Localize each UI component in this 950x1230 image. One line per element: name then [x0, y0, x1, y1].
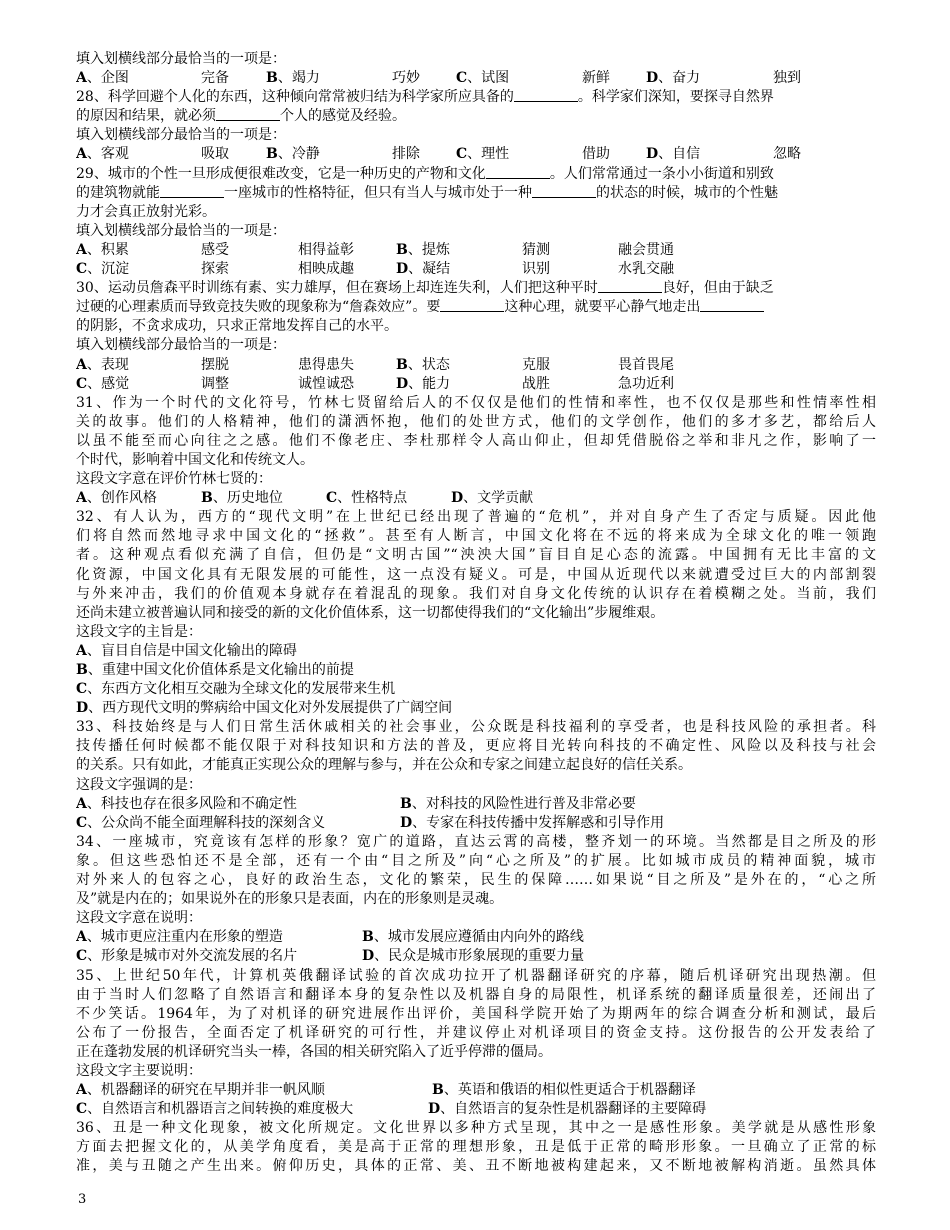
answer-blank	[700, 298, 764, 312]
stem-text: 良好，但由于缺乏	[661, 280, 774, 297]
option-letter: B	[396, 241, 408, 258]
option-line: C、东西方文化相互交融为全球文化的发展带来生机	[76, 681, 396, 698]
option-letter: B	[362, 929, 374, 946]
options-row: A、表现 摆脱 患得患失 B、状态 克服 畏首畏尾	[76, 356, 876, 375]
question-stem: 技传播任何时候都不能仅限于对科技知识和方法的普及，更应将目光转向科技的不确定性、风险以及科技与社会	[76, 738, 876, 755]
answer-blank	[532, 184, 596, 198]
option-text: 自然语言的复杂性是机器翻译的主要障碍	[454, 1101, 707, 1118]
option-letter: B	[76, 662, 88, 678]
option-letter: A	[76, 642, 87, 659]
question-prompt: 填入划横线部分最恰当的一项是：	[76, 51, 286, 67]
question-stem: 公布了一份报告，全面否定了机译研究的可行性，并建议停止对机译项目的资金支持。这份报告的公开发表给了	[76, 1024, 876, 1041]
option-letter: A	[76, 241, 87, 258]
option-text: 理性	[481, 146, 510, 163]
question-stem: 对外来人的包容之心，良好的政治生态，文化的繁荣，民生的保障……如果说“目之所及”是外在的，“心之所	[76, 872, 876, 889]
question-stem: 与外来冲击，我们的价值观本身就存在着混乱的现象。我们对自身文化传统的认识存在着模糊之处。当前，我们	[76, 585, 876, 602]
option-letter: C	[76, 1101, 88, 1118]
options-row: A、科技也存在很多风险和不确定性 B、对科技的风险性进行普及非常必要	[76, 795, 636, 812]
option-letter: C	[76, 261, 88, 278]
stem-text: 这种心理，就要平心静气地走出	[504, 299, 701, 316]
question-prompt: 填入划横线部分最恰当的一项是：	[76, 222, 286, 239]
options-row: A、创作风格 B、历史地位 C、性格特点 D、文学贡献	[76, 490, 534, 507]
question-stem: 不少笑话。1964年，为了对机译的研究进展作出评价，美国科学院开始了为期两年的综合调查分析和测试，最后	[76, 1005, 876, 1022]
option-text: 提炼	[421, 241, 450, 258]
option-letter: C	[76, 814, 88, 831]
option-text: 表现	[100, 356, 129, 373]
question-stem: 还尚未建立被普遍认同和接受的新的文化价值体系，这一切都使得我们的“文化输出”步履维艰。	[76, 604, 665, 621]
option-text: 历史地位	[226, 490, 283, 507]
stem-text: 。人们常常通过一条小小街道和别致	[549, 165, 774, 182]
option-letter: C	[76, 948, 88, 965]
question-stem: 32、有人认为，西方的“现代文明”在上世纪已经出现了普遍的“危机”，并对自身产生了否定与质疑。因此他	[76, 509, 876, 526]
option-letter: D	[76, 700, 89, 717]
option-letter: D	[646, 146, 659, 163]
option-letter: A	[76, 490, 87, 507]
option-text: 试图	[481, 70, 510, 87]
option-text: 盲目自信是中国文化输出的障碍	[100, 642, 297, 659]
option-text: 新鲜	[582, 70, 610, 87]
stem-text: 30、运动员詹森平时训练有素、实力雄厚，但在赛场上却连连失利，人们把这种平时	[76, 280, 598, 297]
option-text: 重建中国文化价值体系是文化输出的前提	[101, 662, 354, 678]
question-stem	[76, 165, 876, 184]
option-text: 沉淀	[101, 261, 130, 278]
option-letter: A	[76, 356, 87, 373]
answer-blank	[598, 279, 662, 293]
question-prompt: 这段文字主要说明：	[76, 1062, 202, 1079]
question-prompt: 这段文字强调的是：	[76, 776, 202, 793]
answer-blank	[514, 88, 578, 102]
option-text: 公众尚不能全面理解科技的深刻含义	[101, 814, 326, 831]
stem-text: 过硬的心理素质而导致竞技失败的现象称为“詹森效应”。要	[76, 299, 441, 316]
options-row: A、机器翻译的研究在早期并非一帆风顺 B、英语和俄语的相似性更适合于机器翻译	[76, 1082, 696, 1099]
option-letter: A	[76, 146, 87, 163]
stem-text: 。科学家们深知，要探寻自然界	[577, 89, 774, 106]
question-stem	[76, 298, 876, 317]
option-text: 摆脱	[201, 356, 229, 373]
option-text: 完备	[201, 70, 229, 87]
option-letter: C	[76, 375, 88, 392]
option-letter: A	[76, 929, 87, 946]
option-text: 感觉	[101, 375, 130, 392]
option-letter: D	[396, 261, 409, 278]
option-letter: C	[456, 70, 468, 87]
option-line: B、重建中国文化价值体系是文化输出的前提	[76, 662, 354, 678]
options-row: C、自然语言和机器语言之间转换的难度极大 D、自然语言的复杂性是机器翻译的主要障碍	[76, 1101, 707, 1118]
question-stem: 34、一座城市，究竟该有怎样的形象？宽广的道路，直达云霄的高楼，整齐划一的环境。当然都是目之所及的形	[76, 833, 876, 850]
options-row: A、客观 吸取 B、冷静 排除 C、理性 借助 D、自信 忽略	[76, 145, 876, 164]
question-stem: 35、上世纪50年代，计算机英俄翻译试验的首次成功拉开了机器翻译研究的序幕，随后机译研究出现热潮。但	[76, 967, 876, 984]
option-letter: C	[326, 490, 338, 507]
option-letter: B	[400, 795, 412, 812]
options-row: C、沉淀 探索 相映成趣 D、凝结 识别 水乳交融	[76, 260, 876, 279]
option-line: D、西方现代文明的弊病给中国文化对外发展提供了广阔空间	[76, 700, 453, 717]
option-letter: B	[266, 70, 278, 87]
stem-text: 的建筑物就能	[76, 184, 160, 201]
question-stem: 们将自然而然地寻求中国文化的“拯救”。甚至有人断言，中国文化将在不远的将来成为全球文化的唯一领跑	[76, 528, 876, 545]
option-text: 城市发展应遵循由内向外的路线	[387, 929, 584, 946]
option-text: 奋力	[672, 70, 701, 87]
option-text: 独到	[773, 70, 801, 87]
question-stem: 化资源，中国文化具有无限发展的可能性，这一点没有疑义。可是，中国从近现代以来就遭受过巨大的内部割裂	[76, 566, 876, 583]
option-letter: A	[76, 70, 87, 87]
option-text: 吸取	[201, 146, 229, 163]
option-letter: B	[432, 1082, 444, 1099]
option-letter: D	[451, 490, 464, 507]
question-stem: 关的故事。他们的人格精神，他们的潇洒怀抱，他们的处世方式，他们的文学创作，他们的多才多艺，都给后人	[76, 413, 876, 430]
option-text: 文学贡献	[477, 490, 534, 507]
option-text: 畏首畏尾	[618, 356, 674, 373]
option-letter: C	[76, 681, 88, 698]
question-stem: 正在蓬勃发展的机译研究当头一棒，各国的相关研究陷入了近乎停滞的僵局。	[76, 1043, 552, 1060]
option-text: 专家在科技传播中发挥解惑和引导作用	[426, 814, 665, 831]
option-text: 冷静	[291, 146, 320, 163]
option-text: 克服	[522, 356, 550, 373]
stem-text: 28、科学回避个人化的东西，这种倾向常常被归结为科学家所应具备的	[76, 89, 514, 106]
answer-blank	[160, 184, 224, 198]
option-text: 企图	[100, 70, 129, 87]
option-text: 相映成趣	[298, 261, 354, 278]
option-text: 自然语言和机器语言之间转换的难度极大	[101, 1101, 354, 1118]
option-text: 诚惶诚恐	[298, 375, 354, 392]
question-stem: 的关系。只有如此，才能真正实现公众的理解与参与，并在公众和专家之间建立起良好的信任关系。	[76, 757, 692, 774]
option-letter: D	[396, 375, 409, 392]
question-prompt: 这段文字意在说明：	[76, 910, 202, 927]
options-row: A、企图 完备 B、竭力 巧妙 C、试图 新鲜 D、奋力 独到	[76, 69, 876, 88]
option-text: 性格特点	[351, 490, 408, 507]
option-letter: B	[266, 146, 278, 163]
question-prompt: 填入划横线部分最恰当的一项是：	[76, 337, 286, 354]
question-stem: 个时代，影响着中国文化和传统文人。	[76, 451, 314, 468]
question-stem: 及”就是内在的；如果说外在的形象只是表面，内在的形象则是灵魂。	[76, 891, 504, 908]
answer-blank	[216, 107, 280, 121]
question-stem: 31、作为一个时代的文化符号，竹林七贤留给后人的不仅仅是他们的性情和率性，也不仅仅是那些和性情率性相	[76, 394, 876, 411]
options-row: C、公众尚不能全面理解科技的深刻含义 D、专家在科技传播中发挥解惑和引导作用	[76, 814, 665, 831]
option-text: 猜测	[522, 241, 550, 258]
option-text: 融会贯通	[618, 241, 674, 258]
option-text: 借助	[582, 146, 610, 163]
question-stem: 36、丑是一种文化现象，被文化所规定。文化世界以多种方式呈现，其中之一是感性形象。美学就是从感性形象	[76, 1120, 876, 1137]
option-text: 水乳交融	[618, 261, 674, 278]
option-text: 调整	[201, 375, 229, 392]
options-row: C、感觉 调整 诚惶诚恐 D、能力 战胜 急功近利	[76, 375, 876, 394]
option-letter: D	[362, 948, 375, 965]
option-text: 城市更应注重内在形象的塑造	[100, 929, 283, 946]
option-letter: C	[456, 146, 468, 163]
question-stem	[76, 88, 876, 107]
option-text: 东西方文化相互交融为全球文化的发展带来生机	[101, 681, 396, 698]
option-letter: A	[76, 795, 87, 812]
option-text: 探索	[201, 261, 229, 278]
question-stem	[76, 107, 876, 126]
option-text: 自信	[672, 146, 701, 163]
options-row: C、形象是城市对外交流发展的名片 D、民众是城市形象展现的重要力量	[76, 948, 585, 965]
question-content	[76, 50, 876, 1177]
option-line: A、盲目自信是中国文化输出的障碍	[76, 642, 297, 659]
question-prompt: 这段文字的主旨是：	[76, 623, 202, 640]
question-stem: 象。但这些恐怕还不是全部，还有一个由“目之所及”向“心之所及”的扩展。比如城市成员的精神面貌，城市	[76, 852, 876, 869]
option-text: 巧妙	[392, 70, 420, 87]
option-text: 凝结	[422, 261, 451, 278]
option-text: 形象是城市对外交流发展的名片	[101, 948, 298, 965]
option-text: 感受	[201, 241, 229, 258]
options-row: A、城市更应注重内在形象的塑造 B、城市发展应遵循由内向外的路线	[76, 929, 584, 946]
option-text: 识别	[522, 261, 550, 278]
option-text: 忽略	[773, 146, 801, 163]
option-text: 机器翻译的研究在早期并非一帆风顺	[100, 1082, 325, 1099]
option-text: 状态	[421, 356, 450, 373]
option-text: 英语和俄语的相似性更适合于机器翻译	[457, 1082, 696, 1099]
answer-blank	[440, 298, 504, 312]
option-text: 排除	[392, 146, 420, 163]
option-text: 创作风格	[100, 490, 157, 507]
question-stem: 33、科技始终是与人们日常生活休戚相关的社会事业，公众既是科技福利的享受者，也是科技风险的承担者。科	[76, 719, 876, 736]
option-text: 能力	[422, 375, 451, 392]
question-stem: 力才会真正放射光彩。	[76, 203, 216, 220]
options-row: A、积累 感受 相得益彰 B、提炼 猜测 融会贯通	[76, 241, 876, 260]
option-letter: B	[396, 356, 408, 373]
option-text: 民众是城市形象展现的重要力量	[388, 948, 585, 965]
option-text: 急功近利	[618, 375, 674, 392]
question-stem: 准，美与丑随之产生出来。俯仰历史，具体的正常、美、丑不断地被构建起来，又不断地被解构消逝。虽然具体	[76, 1158, 876, 1175]
stem-text: 一座城市的性格特征，但只有当人与城市处于一种	[224, 184, 532, 201]
option-text: 竭力	[291, 70, 320, 87]
stem-text: 的状态的时候，城市的个性魅	[596, 184, 778, 201]
stem-text: 的原因和结果，就必须	[76, 108, 216, 125]
question-stem: 方面去把握文化的，从美学角度看，美是高于正常的理想形象，丑是低于正常的畸形形象。一旦确立了正常的标	[76, 1139, 876, 1156]
question-prompt: 填入划横线部分最恰当的一项是：	[76, 127, 286, 144]
option-letter: D	[400, 814, 413, 831]
option-text: 积累	[100, 241, 129, 258]
question-stem: 以虽不能至而心向往之之感。他们不像老庄、李杜那样令人高山仰止，但却凭借脱俗之举和非凡之作，影响了一	[76, 432, 876, 449]
question-stem: 由于当时人们忽略了自然语言和翻译本身的复杂性以及机器自身的局限性，机译系统的翻译质量很差，还闹出了	[76, 986, 876, 1003]
option-letter: D	[646, 70, 659, 87]
option-text: 对科技的风险性进行普及非常必要	[425, 795, 636, 812]
question-stem	[76, 279, 876, 298]
option-text: 西方现代文明的弊病给中国文化对外发展提供了广阔空间	[102, 700, 453, 717]
page-number: 3	[78, 1192, 87, 1207]
stem-text: 个人的感觉及经验。	[280, 108, 406, 125]
option-text: 相得益彰	[298, 241, 354, 258]
option-text: 科技也存在很多风险和不确定性	[100, 795, 297, 812]
question-stem: 的阴影，不贪求成功，只求正常地发挥自己的水平。	[76, 318, 398, 335]
option-letter: D	[428, 1101, 441, 1118]
option-text: 战胜	[522, 375, 550, 392]
answer-blank	[486, 165, 550, 179]
question-prompt: 这段文字意在评价竹林七贤的：	[76, 471, 272, 488]
option-letter: B	[201, 490, 213, 507]
option-text: 客观	[100, 146, 129, 163]
question-stem	[76, 184, 876, 203]
question-stem: 者。这种观点看似充满了自信，但仍是“文明古国”“泱泱大国”盲目自足心态的流露。中国拥有无比丰富的文	[76, 547, 876, 564]
option-text: 患得患失	[298, 356, 354, 373]
stem-text: 29、城市的个性一旦形成便很难改变，它是一种历史的产物和文化	[76, 165, 486, 182]
option-letter: A	[76, 1082, 87, 1099]
